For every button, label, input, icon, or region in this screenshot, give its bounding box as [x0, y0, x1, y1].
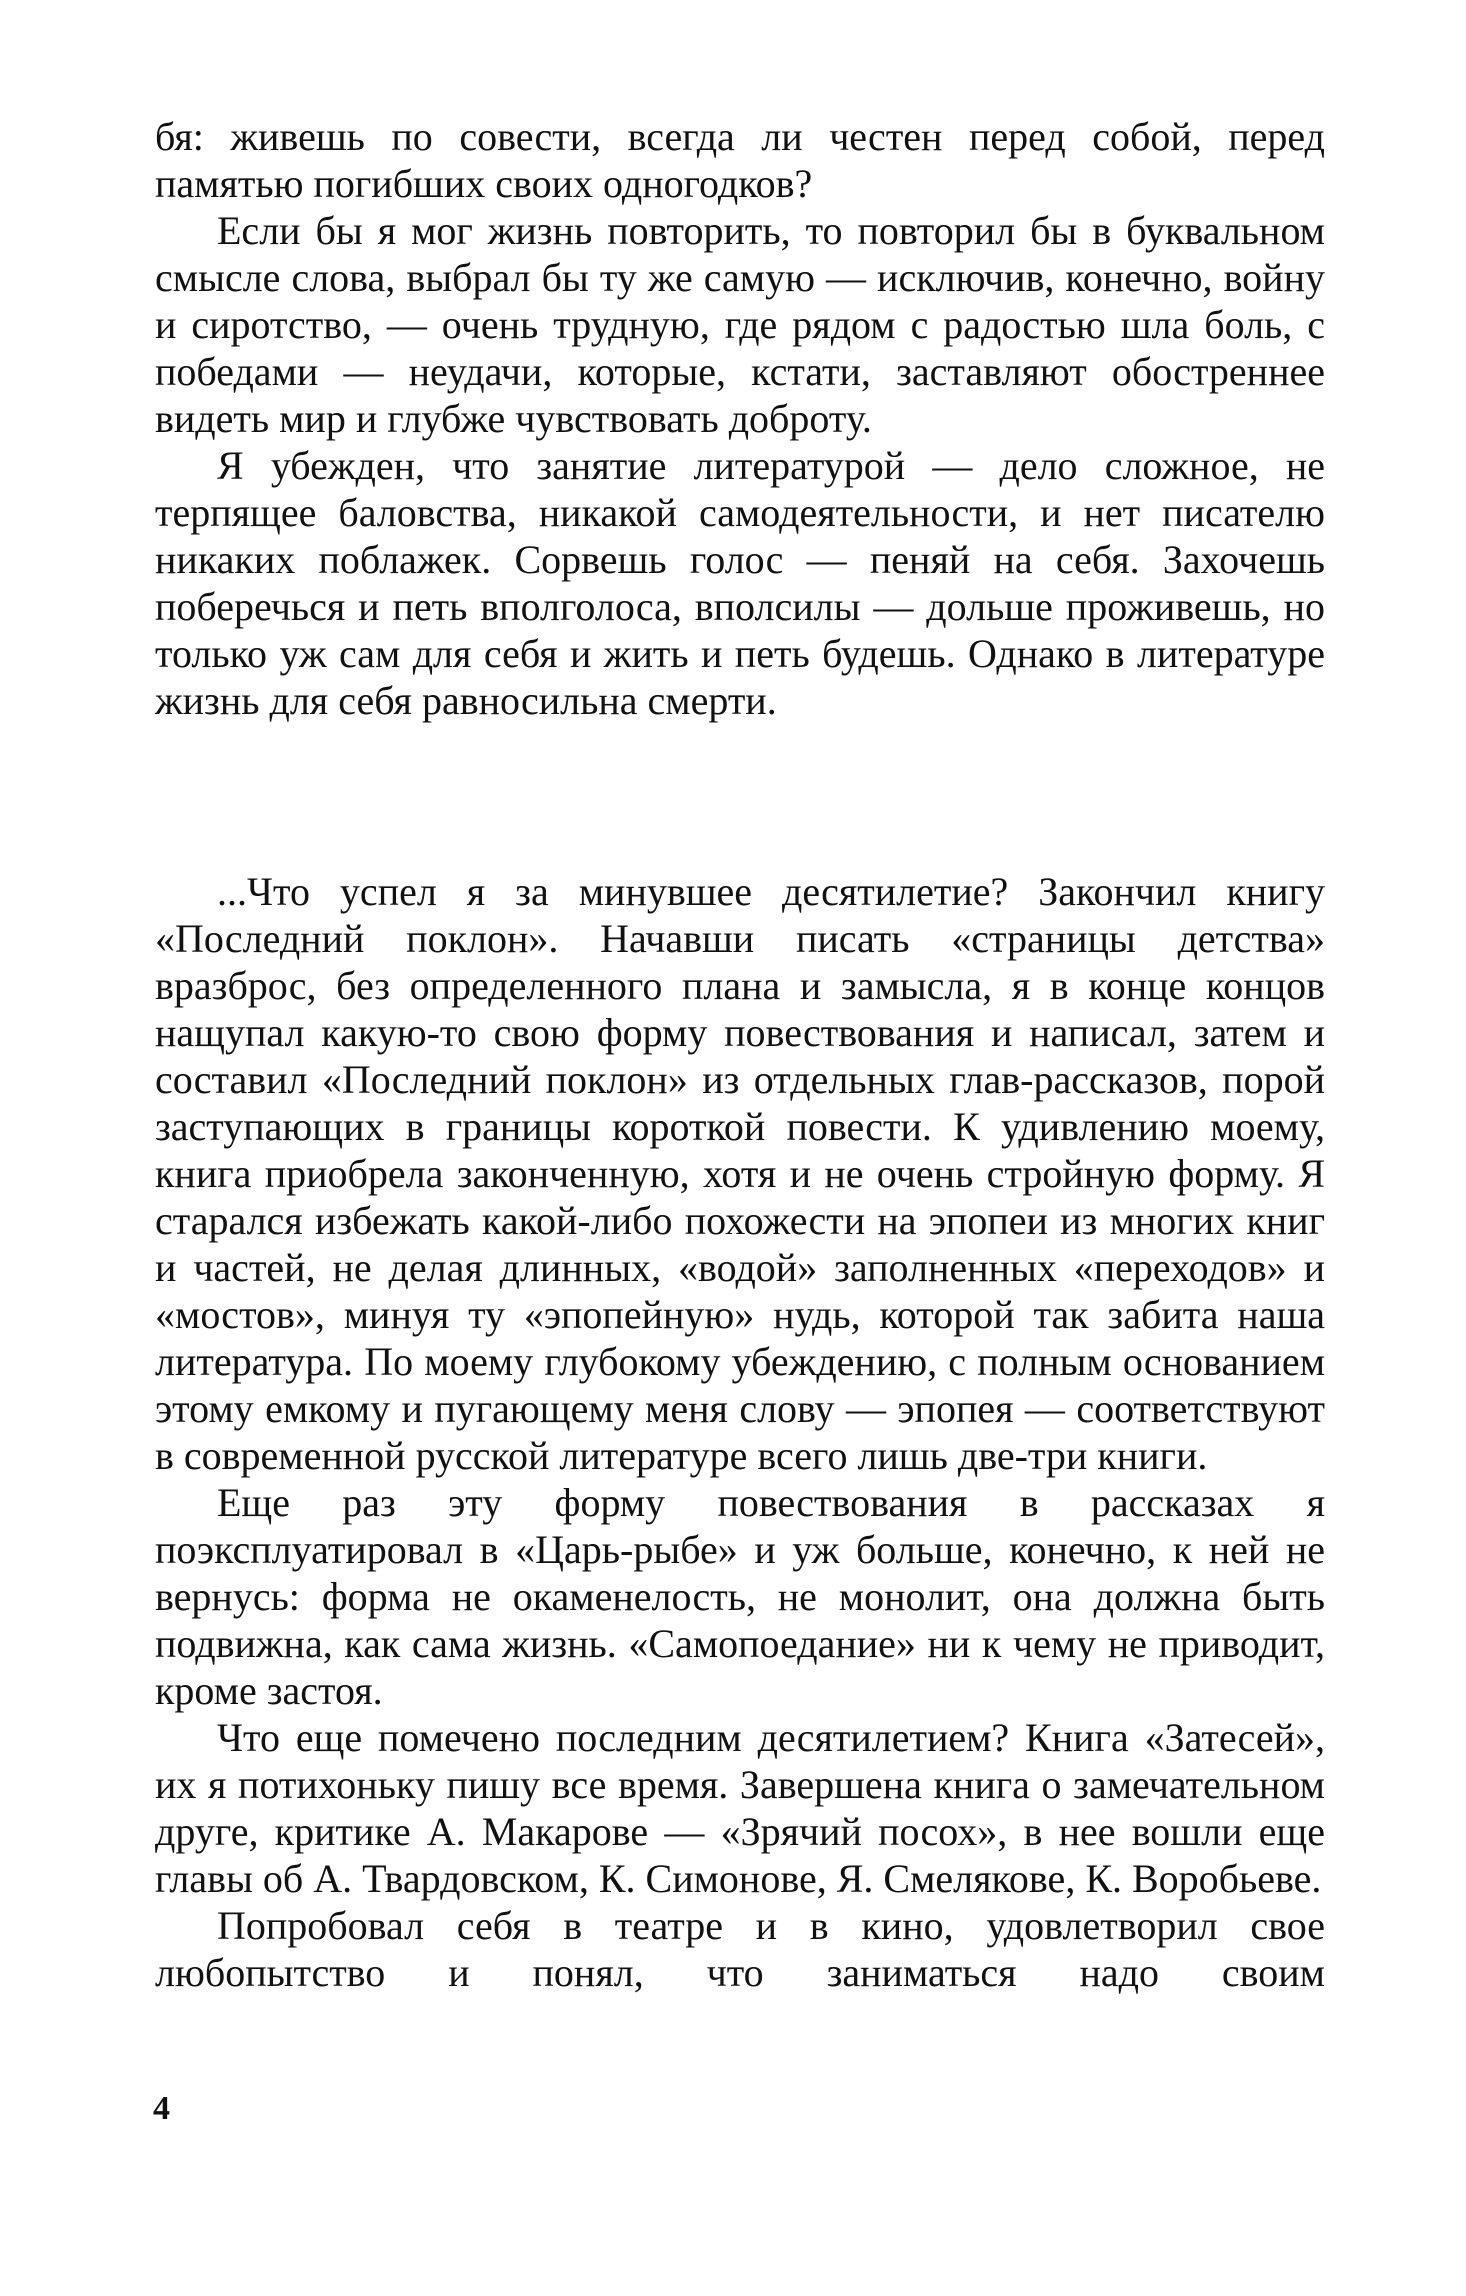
paragraph: Если бы я мог жизнь повторить, то повторил бы в буквальном смысле слова, выбрал бы ту же самую — исключив, конечно, войну и сиротство, — очень трудную, где рядом с радостью шла боль, с победами — неудачи, которые, кстати, заставляют обостреннее видеть мир и глубже чувствовать доброту. — [155, 208, 1325, 441]
paragraph: бя: живешь по совести, всегда ли честен перед собой, перед памятью погибших своих одногодков? — [155, 114, 1325, 206]
paragraph: Попробовал себя в театре и в кино, удовлетворил свое любопытство и понял, что заниматься надо своим — [155, 1903, 1325, 1995]
text-section-1 — [155, 113, 1325, 724]
text-section-2 — [155, 868, 1325, 1996]
paragraph: ...Что успел я за минувшее десятилетие? Закончил книгу «Последний поклон». Начавши писать «страницы детства» вразброс, без определенного плана и замысла, я в конце концов нащупал какую-то свою форму повествования и написал, затем и составил «Последний поклон» из отдельных глав-рассказов, порой заступающих в границы короткой повести. К удивлению моему, книга приобрела законченную, хотя и не очень стройную форму. Я старался избежать какой-либо похожести на эпопеи из многих книг и частей, не делая длинных, «водой» заполненных «переходов» и «мостов», минуя ту «эпопейную» нудь, которой так забита наша литература. По моему глубокому убеждению, с полным основанием этому емкому и пугающему меня слову — эпопея — соответствуют в современной русской литературе всего лишь две-три книги. — [155, 869, 1325, 1478]
paragraph: Я убежден, что занятие литературой — дело сложное, не терпящее баловства, никакой самодеятельности, и нет писателю никаких поблажек. Сорвешь голос — пеняй на себя. Захочешь поберечься и петь вполголоса, вполсилы — дольше проживешь, но только уж сам для себя и жить и петь будешь. Однако в литературе жизнь для себя равносильна смерти. — [155, 443, 1325, 723]
paragraph: Еще раз эту форму повествования в рассказах я поэксплуатировал в «Царь-рыбе» и уж больше, конечно, к ней не вернусь: форма не окаменелость, не монолит, она должна быть подвижна, как сама жизнь. «Самопоедание» ни к чему не приводит, кроме застоя. — [155, 1480, 1325, 1713]
paragraph: Что еще помечено последним десятилетием? Книга «Затесей», их я потихоньку пишу все время. Завершена книга о замечательном друге, критике А. Макарове — «Зрячий посох», в нее вошли еще главы об А. Твардовском, К. Симонове, Я. Смелякове, К. Воробьеве. — [155, 1715, 1325, 1901]
page-number: 4 — [153, 2090, 170, 2127]
